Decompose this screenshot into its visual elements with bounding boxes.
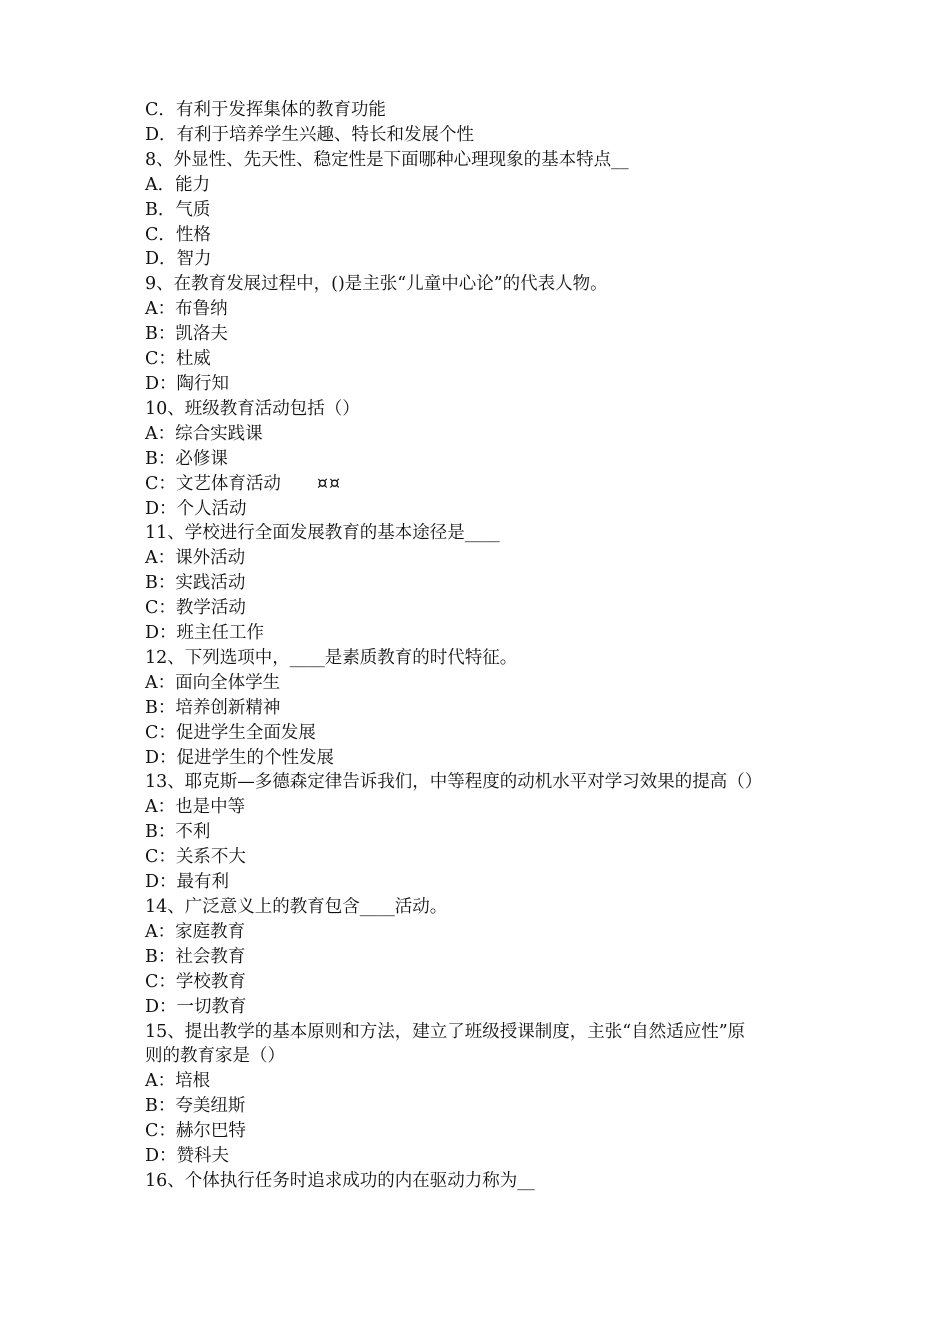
question-text bbox=[145, 1169, 825, 1194]
answer-option bbox=[145, 870, 825, 895]
question-text bbox=[145, 521, 825, 546]
question-label: 12、下列选项中，____是素质教育的时代特征。 bbox=[145, 647, 518, 668]
answer-option bbox=[145, 671, 825, 696]
answer-option bbox=[145, 447, 825, 472]
option-label: B：夸美纽斯 bbox=[145, 1096, 246, 1117]
answer-option bbox=[145, 920, 825, 945]
answer-option bbox=[145, 198, 825, 223]
option-label: C：杜威 bbox=[145, 349, 211, 370]
option-label: D：促进学生的个性发展 bbox=[145, 747, 335, 768]
option-label: C：学校教育 bbox=[145, 971, 246, 992]
option-label: A：布鲁纳 bbox=[145, 299, 228, 320]
answer-option bbox=[145, 1069, 825, 1094]
question-text bbox=[145, 148, 825, 173]
answer-option bbox=[145, 970, 825, 995]
question-text bbox=[145, 895, 825, 920]
option-label: C：促进学生全面发展 bbox=[145, 722, 316, 743]
question-label: 13、耶克斯—多德森定律告诉我们，中等程度的动机水平对学习效果的提高（） bbox=[145, 772, 763, 793]
option-label: C：教学活动 bbox=[145, 598, 246, 619]
answer-option bbox=[145, 721, 825, 746]
option-label: A．能力 bbox=[145, 174, 211, 195]
question-label: 11、学校进行全面发展教育的基本途径是____ bbox=[145, 523, 500, 544]
question-list bbox=[145, 98, 825, 1194]
option-label: D：赞科夫 bbox=[145, 1146, 230, 1167]
question-label: 16、个体执行任务时追求成功的内在驱动力称为__ bbox=[145, 1170, 535, 1191]
option-label: A：家庭教育 bbox=[145, 921, 246, 942]
answer-option bbox=[145, 945, 825, 970]
option-label: B：凯洛夫 bbox=[145, 324, 228, 345]
option-label: D．有利于培养学生兴趣、特长和发展个性 bbox=[145, 124, 475, 145]
option-label: D．智力 bbox=[145, 249, 212, 270]
answer-option bbox=[145, 223, 825, 248]
question-label: 14、广泛意义上的教育包含____活动。 bbox=[145, 897, 448, 917]
answer-option bbox=[145, 995, 825, 1020]
question-text bbox=[145, 646, 825, 671]
question-text bbox=[145, 1020, 825, 1045]
answer-option bbox=[145, 347, 825, 372]
answer-option bbox=[145, 422, 825, 447]
answer-option bbox=[145, 820, 825, 845]
question-label: 则的教育家是（） bbox=[145, 1046, 285, 1067]
option-label: D：个人活动 bbox=[145, 498, 247, 519]
question-label: 9、在教育发展过程中，()是主张“儿童中心论”的代表人物。 bbox=[145, 274, 608, 295]
answer-option bbox=[145, 497, 825, 522]
answer-option bbox=[145, 845, 825, 870]
answer-option bbox=[145, 123, 825, 148]
option-label: B：社会教育 bbox=[145, 946, 246, 967]
option-label: C．性格 bbox=[145, 224, 211, 245]
answer-option bbox=[145, 98, 825, 123]
answer-option bbox=[145, 621, 825, 646]
answer-option bbox=[145, 247, 825, 272]
question-label: 15、提出教学的基本原则和方法，建立了班级授课制度，主张“自然适应性”原 bbox=[145, 1021, 746, 1042]
answer-option bbox=[145, 596, 825, 621]
option-label: B：培养创新精神 bbox=[145, 697, 281, 718]
option-label: C．有利于发挥集体的教育功能 bbox=[145, 100, 386, 120]
option-label: A：综合实践课 bbox=[145, 423, 263, 444]
option-label: B．气质 bbox=[145, 199, 211, 220]
answer-option bbox=[145, 472, 825, 497]
question-label: 10、班级教育活动包括（） bbox=[145, 398, 360, 419]
option-label: C：赫尔巴特 bbox=[145, 1121, 246, 1142]
option-label: D：最有利 bbox=[145, 872, 230, 893]
answer-option bbox=[145, 746, 825, 771]
answer-option bbox=[145, 696, 825, 721]
option-label: C：关系不大 bbox=[145, 847, 246, 868]
stray-glyphs: ¤¤ bbox=[316, 473, 342, 494]
option-label: A：课外活动 bbox=[145, 548, 246, 569]
option-label: A：培根 bbox=[145, 1071, 211, 1092]
option-label: D：班主任工作 bbox=[145, 623, 265, 644]
answer-option bbox=[145, 571, 825, 596]
option-label: C：文艺体育活动 bbox=[145, 473, 281, 494]
option-label: B：实践活动 bbox=[145, 573, 246, 594]
answer-option bbox=[145, 1094, 825, 1119]
option-label: D：陶行知 bbox=[145, 373, 230, 394]
answer-option bbox=[145, 297, 825, 322]
answer-option bbox=[145, 173, 825, 198]
option-label: B：不利 bbox=[145, 822, 211, 843]
question-text bbox=[145, 770, 825, 795]
answer-option bbox=[145, 546, 825, 571]
option-label: A：也是中等 bbox=[145, 797, 246, 818]
answer-option bbox=[145, 1119, 825, 1144]
answer-option bbox=[145, 1144, 825, 1169]
option-label: A：面向全体学生 bbox=[145, 672, 281, 693]
question-label: 8、外显性、先天性、稳定性是下面哪种心理现象的基本特点__ bbox=[145, 149, 629, 170]
question-text bbox=[145, 397, 825, 422]
option-label: D：一切教育 bbox=[145, 996, 247, 1017]
question-text bbox=[145, 272, 825, 297]
answer-option bbox=[145, 322, 825, 347]
question-text bbox=[145, 1044, 825, 1069]
option-label: B：必修课 bbox=[145, 448, 228, 469]
answer-option bbox=[145, 372, 825, 397]
answer-option bbox=[145, 795, 825, 820]
